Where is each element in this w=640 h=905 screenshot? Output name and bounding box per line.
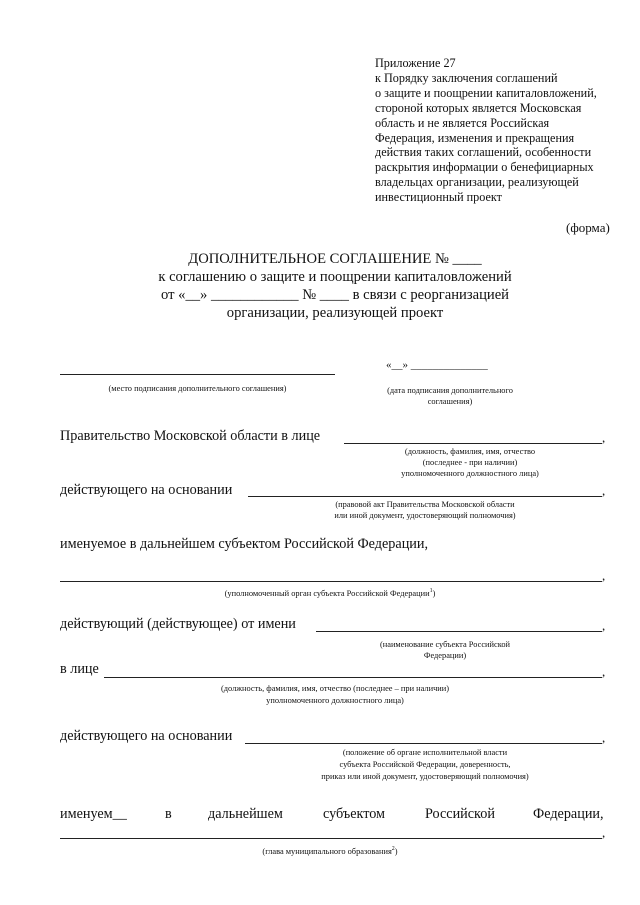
comma: , [602,483,606,498]
form-label: (форма) [566,220,610,235]
basis2-caption-1: (положение об органе исполнительной власти [342,748,508,757]
acting-caption-2: Федерации) [423,651,467,660]
gov-caption-1: (должность, фамилия, имя, отчество [404,447,536,456]
inface-line[interactable] [104,677,602,678]
acting-text: действующий (действующее) от имени [60,616,296,632]
named1-text: именуемое в дальнейшем субъектом Российской Федерации, [60,536,429,552]
organ-caption: (уполномоченный орган субъекта Российской Федерации$^1$) [224,588,436,598]
comma: , [602,825,606,840]
organ-line[interactable] [60,581,602,582]
named2-word: субъектом [323,806,386,822]
appendix-line: действия таких соглашений, особенности [375,145,592,160]
basis1-caption-1: (правовой акт Правительства Московской области [335,500,515,509]
basis1-caption-2: или иной документ, удостоверяющий полномочия) [334,511,516,520]
gov-caption-3: уполномоченного должностного лица) [401,469,539,478]
gov-text: Правительство Московской области в лице [60,428,321,444]
appendix-header [375,56,635,205]
doc-subtitle-3: организации, реализующей проект [226,305,444,321]
appendix-line: владельцах организации, реализующей [375,175,579,190]
signing-date-caption-1: (дата подписания дополнительного [387,386,513,395]
doc-title: ДОПОЛНИТЕЛЬНОЕ СОГЛАШЕНИЕ № ____ [188,251,482,267]
appendix-line: инвестиционный проект [375,190,502,205]
comma: , [602,664,606,679]
basis2-caption-2: субъекта Российской Федерации, доверенность, [339,760,511,769]
named2-word: в [165,806,172,822]
inface-text: в лице [60,661,99,677]
comma: , [602,430,606,445]
appendix-line: стороной которых является Московская [375,100,582,115]
appendix-line: раскрытия информации о бенефициарных [375,160,594,175]
named2-word: дальнейшем [208,806,283,822]
head-line[interactable] [60,838,602,839]
signing-place-line[interactable] [60,374,335,375]
doc-subtitle-1: к соглашению о защите и поощрении капиталовложений [158,269,512,285]
signing-place-caption: (место подписания дополнительного соглашения) [108,384,287,393]
subject-name-line[interactable] [316,631,602,632]
comma: , [602,568,606,583]
head-caption: (глава муниципального образования$^2$) [262,846,398,856]
appendix-line: о защите и поощрении капиталовложений, [375,85,597,100]
named2-word: Федерации, [533,806,604,822]
appendix-line: Федерация, изменения и прекращения [375,130,575,145]
appendix-line: Приложение 27 [375,56,456,70]
doc-subtitle-2: от «__» ____________ № ____ в связи с реорганизацией [161,287,509,303]
gov-official-line[interactable] [344,443,602,444]
named2-word: именуем__ [60,806,127,822]
comma: , [602,730,606,745]
acting-caption-1: (наименование субъекта Российской [379,640,511,649]
comma: , [602,618,606,633]
basis2-line[interactable] [245,743,602,744]
inface-caption-2: уполномоченного должностного лица) [266,696,404,705]
basis1-text: действующего на основании [60,482,233,498]
inface-caption-1: (должность, фамилия, имя, отчество (последнее – при наличии) [220,684,450,693]
basis2-text: действующего на основании [60,728,233,744]
signing-date-caption-2: соглашения) [427,397,473,406]
appendix-line: область и не является Российская [375,115,550,130]
gov-caption-2: (последнее - при наличии) [422,458,518,467]
basis2-caption-3: приказ или иной документ, удостоверяющий полномочия) [321,772,529,781]
named2-word: Российской [425,806,495,822]
appendix-line: к Порядку заключения соглашений [375,70,558,85]
signing-date-blank[interactable]: «__» ______________ [386,359,488,371]
basis1-line[interactable] [248,496,602,497]
